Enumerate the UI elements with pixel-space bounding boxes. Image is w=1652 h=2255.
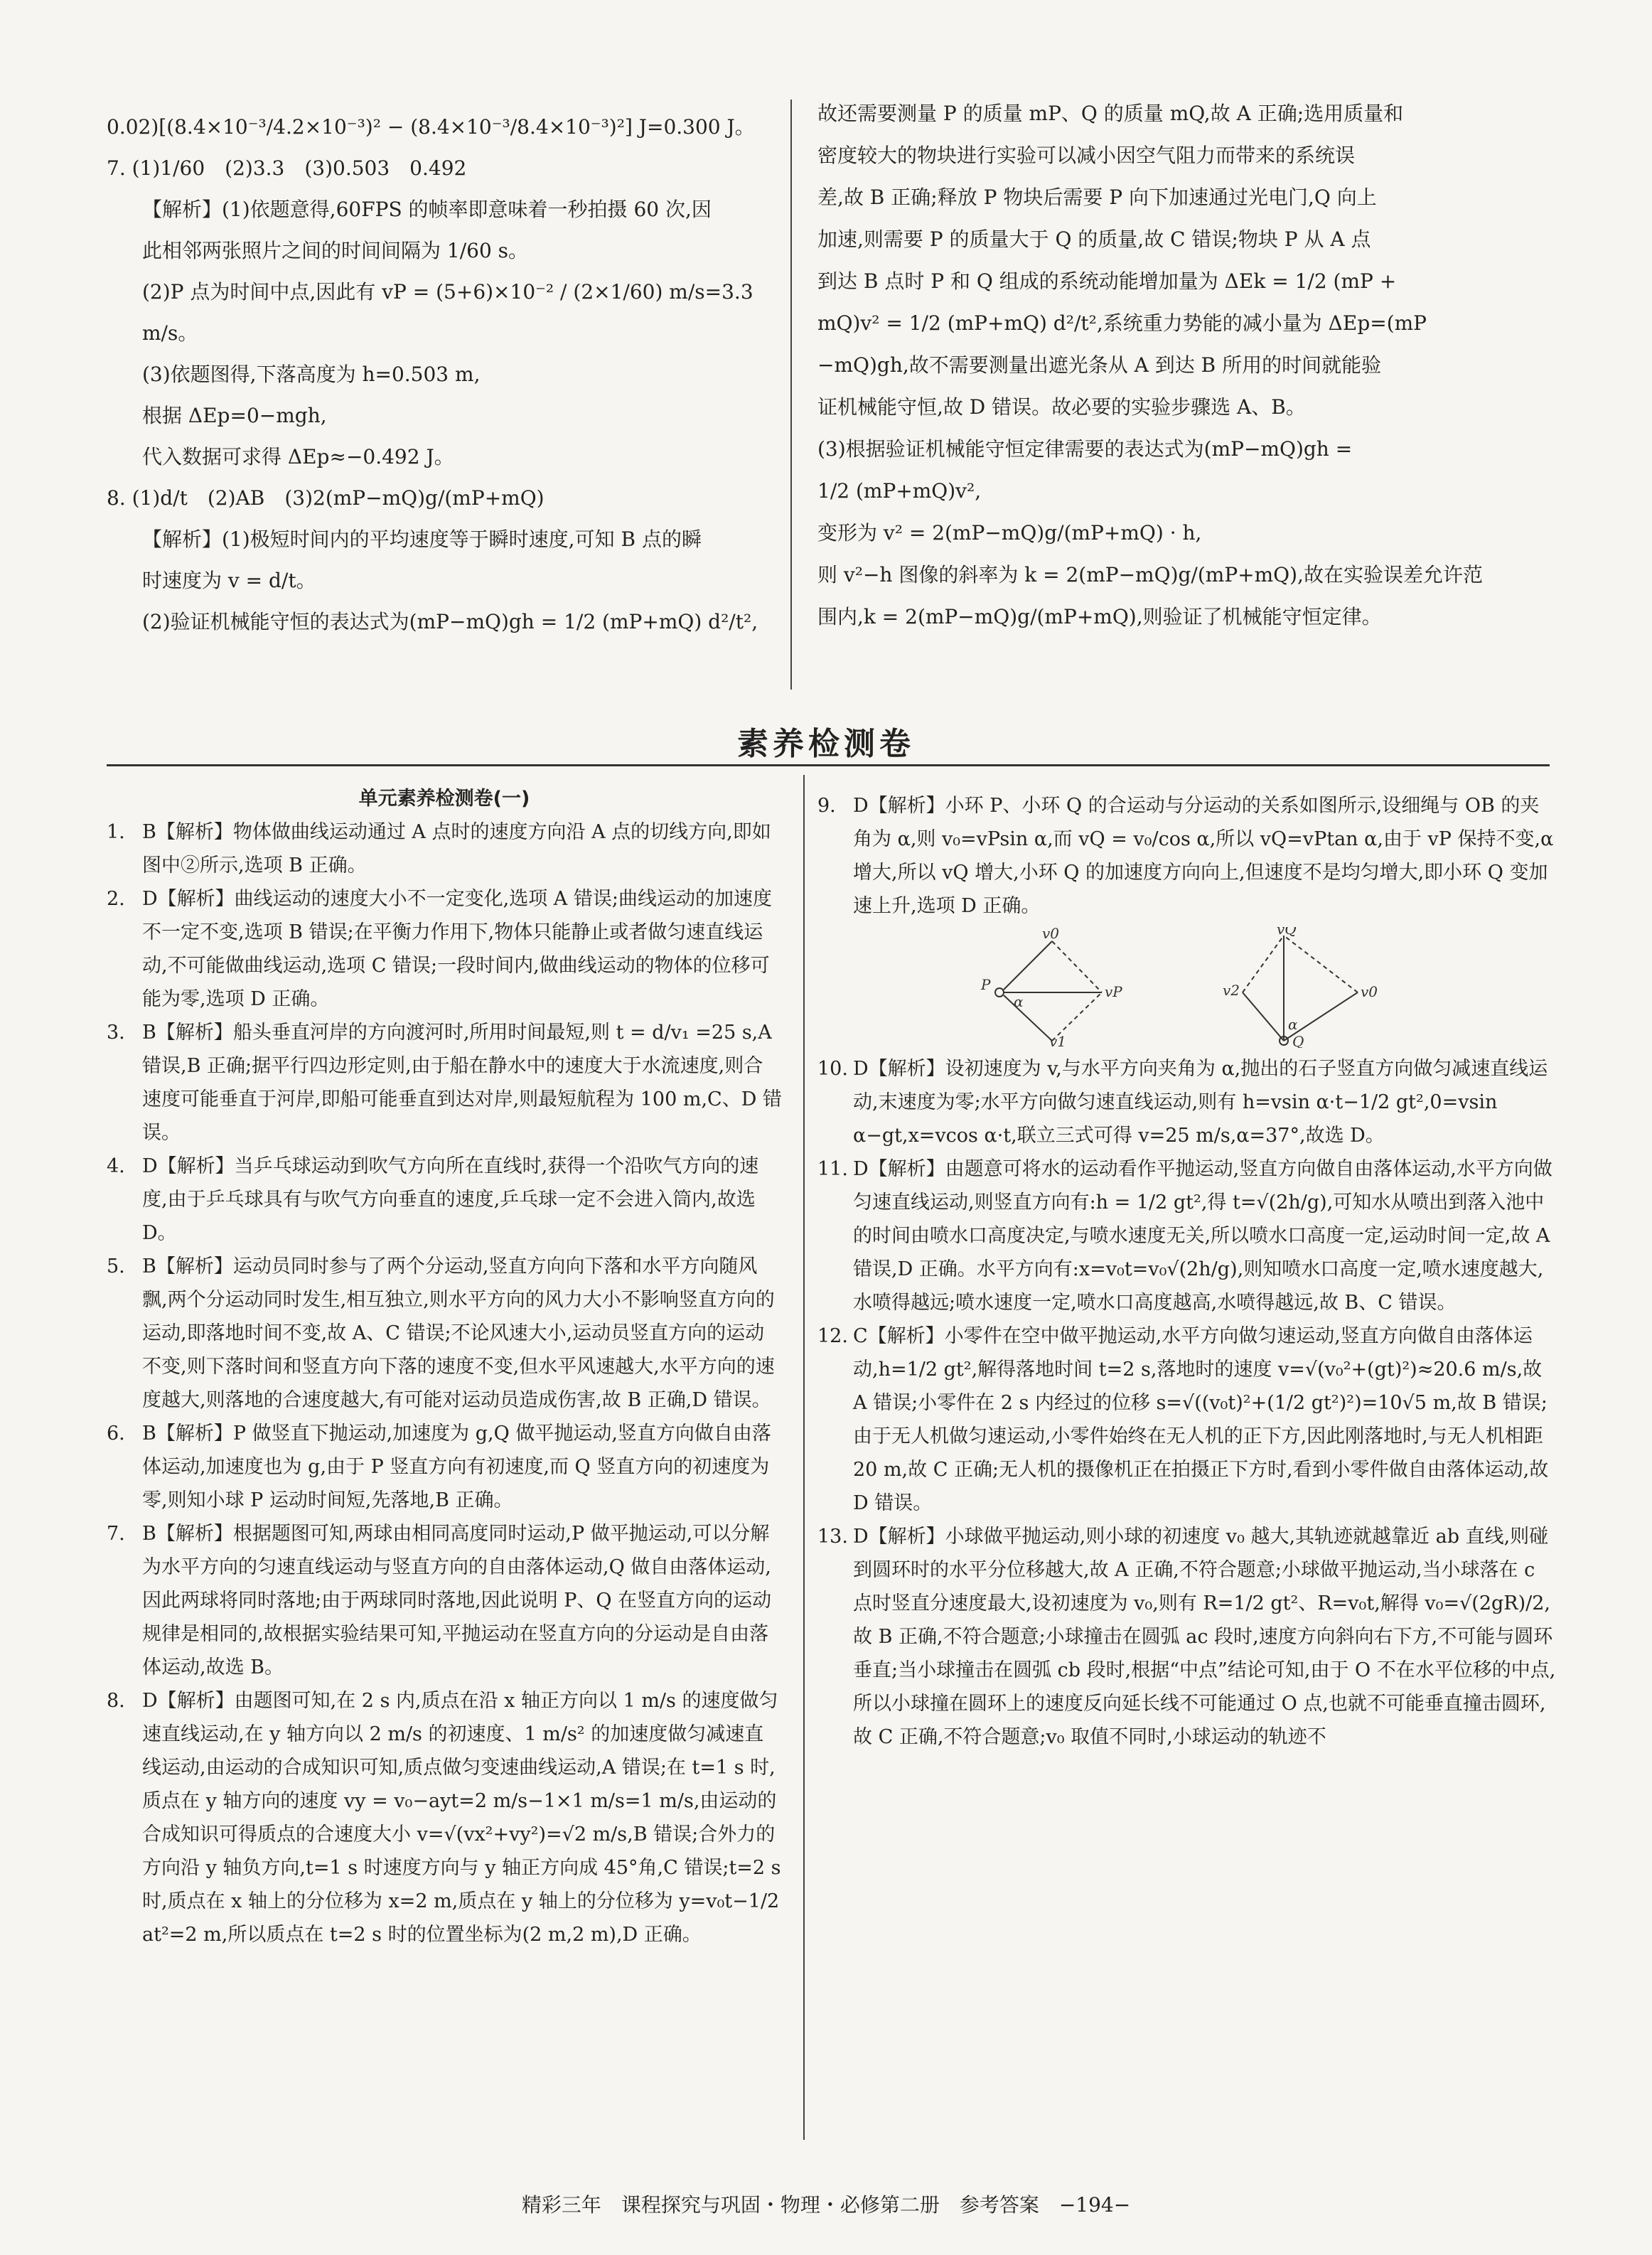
line: 0.02)[(8.4×10⁻³/4.2×10⁻³)² − (8.4×10⁻³/8.4×10⁻³)²] J=0.300 J。 — [107, 115, 755, 139]
answer-item — [107, 1250, 782, 1417]
line: (2)P 点为时间中点,因此有 vP = (5+6)×10⁻² / (2×1/60) m/s=3.3 m/s。 — [142, 280, 753, 345]
v1-arrow — [1004, 995, 1052, 1041]
item-number: 8. — [107, 1690, 125, 1712]
item-text: B【解析】P 做竖直下抛运动,加速度为 g,Q 做平抛运动,竖直方向做自由落体运动,加速度也为 g,由于 P 竖直方向有初速度,而 Q 竖直方向的初速度为零,则知小球 P 运动时间短,先落地,B 正确。 — [142, 1423, 771, 1511]
item-number: 1. — [107, 821, 125, 843]
line: 【解析】(1)依题意得,60FPS 的帧率即意味着一秒拍摄 60 次,因 — [142, 198, 712, 221]
velocity-diagram — [817, 927, 1557, 1048]
line: 证机械能守恒,故 D 错误。故必要的实验步骤选 A、B。 — [817, 395, 1306, 419]
label-alpha-right: α — [1288, 1016, 1298, 1033]
item-number: 6. — [107, 1423, 125, 1445]
dashed-edge — [1243, 936, 1284, 992]
label-alpha: α — [1014, 993, 1024, 1010]
left-top-column — [107, 107, 768, 643]
line: (2)验证机械能守恒的表达式为(mP−mQ)gh = 1/2 (mP+mQ) d²/t², — [142, 610, 758, 633]
line: mQ)v² = 1/2 (mP+mQ) d²/t²,系统重力势能的减小量为 ΔEp=(mP — [817, 311, 1427, 335]
v2-arrow — [1243, 992, 1284, 1041]
item-text: D【解析】设初速度为 v,与水平方向夹角为 α,抛出的石子竖直方向做匀减速直线运动,末速度为零;水平方向做匀速直线运动,则有 h=vsin α·t−1/2 gt²,0=vsin α−gt,x=vcos α·t,联立三式可得 v=25 m/s,α=37°,故选 D。 — [853, 1058, 1548, 1147]
line: 故还需要测量 P 的质量 mP、Q 的质量 mQ,故 A 正确;选用质量和 — [817, 102, 1404, 125]
dashed-edge — [1284, 936, 1358, 992]
right-top-column — [817, 92, 1557, 638]
line: 【解析】(1)极短时间内的平均速度等于瞬时速度,可知 B 点的瞬 — [142, 527, 702, 551]
line: 根据 ΔEp=0−mgh, — [142, 404, 327, 427]
item-number: 9. — [817, 795, 836, 817]
line: 1/2 (mP+mQ)v², — [817, 479, 982, 503]
column-divider-top — [790, 100, 792, 690]
page-footer: 精彩三年 课程探究与巩固・物理・必修第二册 参考答案 −194− — [521, 2193, 1131, 2217]
line: 7. (1)1/60 (2)3.3 (3)0.503 0.492 — [107, 156, 467, 180]
v0-arrow — [1004, 941, 1052, 990]
line: 密度较大的物块进行实验可以减小因空气阻力而带来的系统误 — [817, 144, 1356, 167]
label-v0-right: v0 — [1361, 983, 1378, 1000]
line: 时速度为 v = d/t。 — [142, 569, 316, 592]
line: 到达 B 点时 P 和 Q 组成的系统动能增加量为 ΔEk = 1/2 (mP + — [817, 269, 1397, 293]
line: (3)依题图得,下落高度为 h=0.503 m, — [142, 363, 481, 386]
item-number: 11. — [817, 1158, 848, 1180]
column-divider-bottom — [803, 775, 805, 2140]
label-v0: v0 — [1042, 927, 1060, 942]
item-number: 12. — [817, 1325, 848, 1347]
answer-item — [107, 815, 782, 882]
unit-test-subtitle: 单元素养检测卷(一) — [358, 788, 530, 810]
ring-p-marker — [995, 988, 1004, 997]
item-text: D【解析】小环 P、小环 Q 的合运动与分运动的关系如图所示,设细绳与 OB 的夹角为 α,则 v₀=vPsin α,而 vQ = v₀/cos α,所以 vQ=vPtan α,由于 vP 保持不变,α 增大,所以 vQ 增大,小环 Q 的加速度方向向上,但速度不是均匀增大,即小环 Q 变加速上升,选项 D 正确。 — [853, 795, 1554, 917]
answer-item — [107, 1150, 782, 1250]
answer-item — [107, 1517, 782, 1684]
line: 变形为 v² = 2(mP−mQ)g/(mP+mQ) · h, — [817, 521, 1202, 545]
item-text: B【解析】物体做曲线运动通过 A 点时的速度方向沿 A 点的切线方向,即如图中②所示,选项 B 正确。 — [142, 821, 771, 877]
label-q: Q — [1292, 1033, 1304, 1048]
label-vq: vQ — [1277, 927, 1297, 938]
line: (3)根据验证机械能守恒定律需要的表达式为(mP−mQ)gh = — [817, 437, 1353, 461]
item-number: 7. — [107, 1523, 125, 1545]
answer-item — [817, 789, 1557, 923]
item-text: D【解析】曲线运动的速度大小不一定变化,选项 A 错误;曲线运动的加速度不一定不变,选项 B 错误;在平衡力作用下,物体只能静止或者做匀速直线运动,不可能做曲线运动,选项 C 错误;一段时间内,做曲线运动的物体的位移可能为零,选项 D 正确。 — [142, 888, 772, 1010]
section-title: 素养检测卷 — [737, 726, 915, 762]
answer-item — [107, 1417, 782, 1517]
line: 此相邻两张照片之间的时间间隔为 1/60 s。 — [142, 239, 529, 262]
label-v2: v2 — [1223, 982, 1240, 999]
answer-item — [817, 1152, 1557, 1319]
ring-velocity-figure — [817, 927, 1557, 1048]
left-bottom-column — [107, 782, 782, 1951]
line: −mQ)gh,故不需要测量出遮光条从 A 到达 B 所用的时间就能验 — [817, 353, 1382, 377]
section-rule — [107, 764, 1550, 766]
answer-item — [107, 882, 782, 1016]
label-p: P — [981, 976, 991, 993]
line: 8. (1)d/t (2)AB (3)2(mP−mQ)g/(mP+mQ) — [107, 486, 545, 510]
answer-item — [817, 1052, 1557, 1152]
item-text: D【解析】当乒乓球运动到吹气方向所在直线时,获得一个沿吹气方向的速度,由于乒乓球具有与吹气方向垂直的速度,乒乓球一定不会进入筒内,故选 D。 — [142, 1155, 759, 1244]
answer-item — [817, 1319, 1557, 1520]
dashed-edge — [1052, 941, 1102, 992]
item-number: 4. — [107, 1155, 125, 1177]
line: 则 v²−h 图像的斜率为 k = 2(mP−mQ)g/(mP+mQ),故在实验误差允许范 — [817, 563, 1483, 586]
label-vp: vP — [1105, 983, 1122, 1000]
right-bottom-column — [817, 789, 1557, 1754]
label-v1: v1 — [1049, 1033, 1067, 1048]
item-text: D【解析】由题图可知,在 2 s 内,质点在沿 x 轴正方向以 1 m/s 的速度做匀速直线运动,在 y 轴方向以 2 m/s 的初速度、1 m/s² 的加速度做匀减速直线运动,由运动的合成知识可知,质点做匀变速曲线运动,A 错误;在 t=1 s 时,质点在 y 轴方向的速度 vy = v₀−ayt=2 m/s−1×1 m/s=1 m/s,由运动的合成知识可得质点的合速度大小 v=√(vx²+vy²)=√2 m/s,B 错误;合外力的方向沿 y 轴负方向,t=1 s 时速度方向与 y 轴正方向成 45°角,C 错误;t=2 s 时,质点在 x 轴上的分位移为 x=2 m,质点在 y 轴上的分位移为 y=v₀t−1/2 at²=2 m,所以质点在 t=2 s 时的位置坐标为(2 m,2 m),D 正确。 — [142, 1690, 781, 1946]
answer-item — [817, 1520, 1557, 1754]
line: 差,故 B 正确;释放 P 物块后需要 P 向下加速通过光电门,Q 向上 — [817, 186, 1377, 209]
item-text: D【解析】由题意可将水的运动看作平抛运动,竖直方向做自由落体运动,水平方向做匀速直线运动,则竖直方向有:h = 1/2 gt²,得 t=√(2h/g),可知水从喷出到落入池中的时间由喷水口高度决定,与喷水速度无关,所以喷水口高度一定,运动时间一定,故 A 错误,D 正确。水平方向有:x=v₀t=v₀√(2h/g),则知喷水口高度一定,喷水速度越大,水喷得越远;喷水速度一定,喷水口高度越高,水喷得越远,故 B、C 错误。 — [853, 1158, 1552, 1314]
item-number: 2. — [107, 888, 125, 910]
item-number: 3. — [107, 1022, 125, 1044]
item-text: B【解析】根据题图可知,两球由相同高度同时运动,P 做平抛运动,可以分解为水平方向的匀速直线运动与竖直方向的自由落体运动,Q 做自由落体运动,因此两球将同时落地;由于两球同时落地,因此说明 P、Q 在竖直方向的运动规律是相同的,故根据实验结果可知,平抛运动在竖直方向的分运动是自由落体运动,故选 B。 — [142, 1523, 772, 1678]
line: 围内,k = 2(mP−mQ)g/(mP+mQ),则验证了机械能守恒定律。 — [817, 605, 1382, 628]
answer-item — [107, 1016, 782, 1150]
line: 代入数据可求得 ΔEp≈−0.492 J。 — [142, 445, 454, 468]
item-text: B【解析】船头垂直河岸的方向渡河时,所用时间最短,则 t = d/v₁ =25 s,A 错误,B 正确;据平行四边形定则,由于船在静水中的速度大于水流速度,则合速度可能垂直于河岸,即船可能垂直到达对岸,则最短航程为 100 m,C、D 错误。 — [142, 1022, 782, 1144]
item-text: C【解析】小零件在空中做平抛运动,水平方向做匀速运动,竖直方向做自由落体运动,h=1/2 gt²,解得落地时间 t=2 s,落地时的速度 v=√(v₀²+(gt)²)≈20.6 m/s,故 A 错误;小零件在 2 s 内经过的位移 s=√((v₀t)²+(1/2 gt²)²)=10√5 m,故 B 错误;由于无人机做匀速运动,小零件始终在无人机的正下方,因此刚落地时,与无人机相距 20 m,故 C 正确;无人机的摄像机正在拍摄正下方时,看到小零件做自由落体运动,故 D 错误。 — [853, 1325, 1549, 1514]
item-text: D【解析】小球做平抛运动,则小球的初速度 v₀ 越大,其轨迹就越靠近 ab 直线,则碰到圆环时的水平分位移越大,故 A 正确,不符合题意;小球做平抛运动,当小球落在 c 点时竖直分速度最大,设初速度为 v₀,则有 R=1/2 gt²、R=v₀t,解得 v₀=√(2gR)/2,故 B 正确,不符合题意;小球撞击在圆弧 ac 段时,速度方向斜向右下方,不可能与圆环垂直;当小球撞击在圆弧 cb 段时,根据“中点”结论可知,由于 O 不在水平位移的中点,所以小球撞在圆环上的速度反向延长线不可能通过 O 点,也就不可能垂直撞击圆环,故 C 正确,不符合题意;v₀ 取值不同时,小球运动的轨迹不 — [853, 1526, 1556, 1748]
line: 加速,则需要 P 的质量大于 Q 的质量,故 C 错误;物块 P 从 A 点 — [817, 227, 1371, 251]
item-number: 10. — [817, 1058, 848, 1080]
item-number: 5. — [107, 1255, 125, 1278]
item-number: 13. — [817, 1526, 848, 1548]
item-text: B【解析】运动员同时参与了两个分运动,竖直方向向下落和水平方向随风飘,两个分运动同时发生,相互独立,则水平方向的风力大小不影响竖直方向的运动,即落地时间不变,故 A、C 错误;不论风速大小,运动员竖直方向的运动不变,则下落时间和竖直方向下落的速度不变,但水平风速越大,水平方向的速度越大,则落地的合速度越大,有可能对运动员造成伤害,故 B 正确,D 错误。 — [142, 1255, 775, 1411]
answer-item — [107, 1684, 782, 1951]
